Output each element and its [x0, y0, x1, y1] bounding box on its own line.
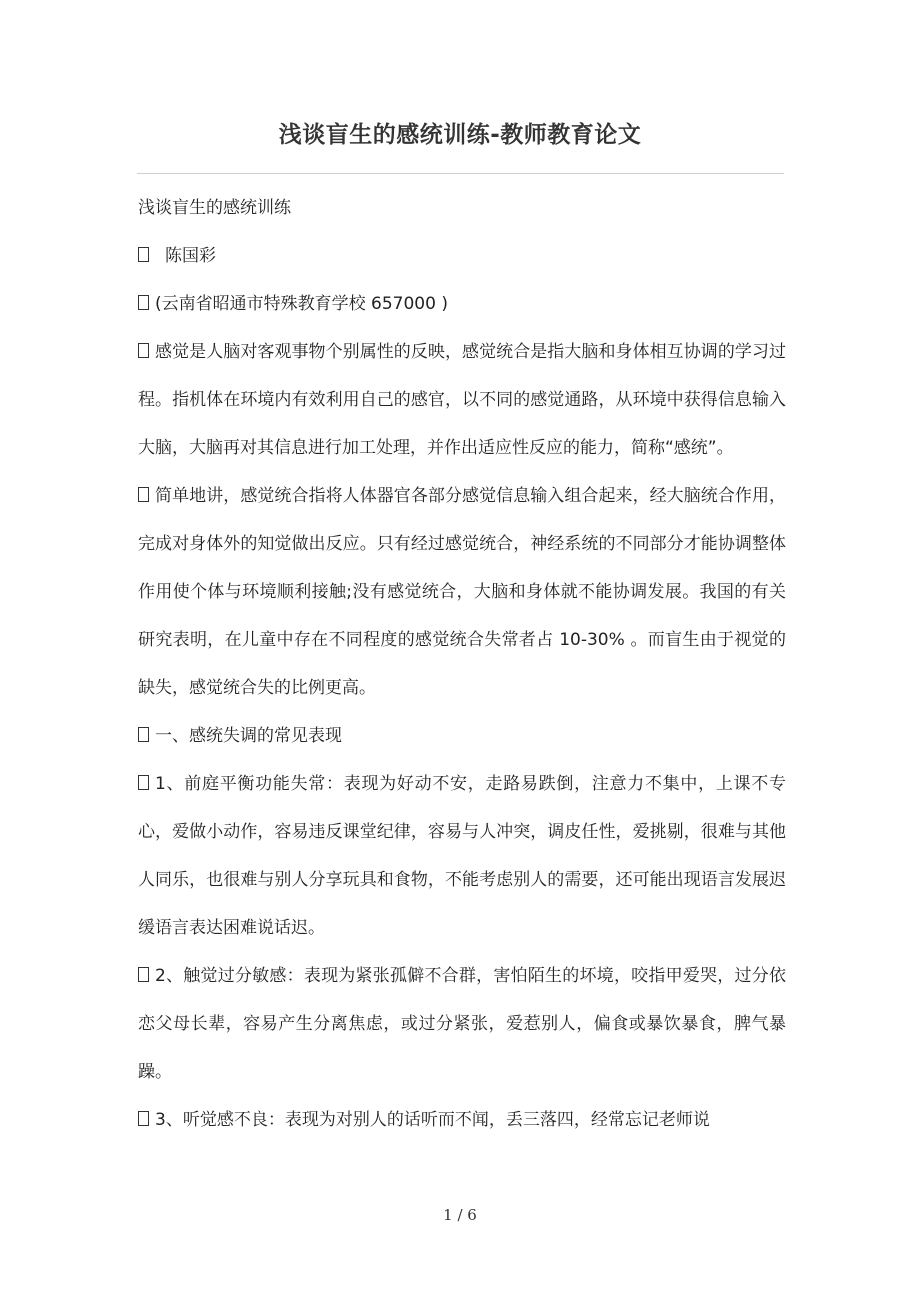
title-divider [137, 173, 784, 174]
list-item-2-text: 2、触觉过分敏感：表现为紧张孤僻不合群，害怕陌生的坏境，咬指甲爱哭，过分依恋父母长辈，容易产生分离焦虑，或过分紧张，爱惹别人，偏食或暴饮暴食，脾气暴躁。 [138, 966, 786, 1082]
missing-glyph-icon [138, 967, 149, 982]
subtitle [138, 184, 786, 232]
section-heading [138, 712, 786, 760]
missing-glyph-icon [138, 727, 149, 742]
missing-glyph-icon [138, 343, 149, 358]
list-item-1 [138, 760, 786, 952]
affiliation: (云南省昭通市特殊教育学校 657000 ) [155, 294, 448, 314]
list-item-3-text: 3、听觉感不良：表现为对别人的话听而不闻，丢三落四，经常忘记老师说 [155, 1110, 710, 1130]
missing-glyph-icon [138, 775, 149, 790]
list-item-1-text: 1、前庭平衡功能失常：表现为好动不安，走路易跌倒，注意力不集中，上课不专心，爱做小动作，容易违反课堂纪律，容易与人冲突，调皮任性，爱挑剔，很难与其他人同乐，也很难与别人分享玩具和食物，不能考虑别人的需要，还可能出现语言发展迟缓语言表达困难说话迟。 [138, 774, 786, 938]
author-line [138, 232, 786, 280]
list-item-2 [138, 952, 786, 1096]
section-heading-text: 一、感统失调的常见表现 [155, 726, 342, 746]
document-title: 浅谈盲生的感统训练-教师教育论文 [278, 122, 642, 148]
list-item-3 [138, 1096, 786, 1144]
missing-glyph-icon [138, 295, 149, 310]
missing-glyph-icon [138, 1111, 149, 1126]
author: 陈国彩 [165, 246, 216, 266]
subtitle-text: 浅谈盲生的感统训练 [138, 198, 291, 218]
paragraph-2-text: 简单地讲，感觉统合指将人体器官各部分感觉信息输入组合起来，经大脑统合作用，完成对身体外的知觉做出反应。只有经过感觉统合，神经系统的不同部分才能协调整体作用使个体与环境顺利接触;没有感觉统合，大脑和身体就不能协调发展。我国的有关研究表明，在儿童中存在不同程度的感觉统合失常者占 10-30% 。而盲生由于视觉的缺失，感觉统合失的比例更高。 [138, 486, 786, 698]
missing-glyph-icon [138, 487, 149, 502]
page-indicator: 1 / 6 [443, 1206, 477, 1224]
affiliation-line [138, 280, 786, 328]
document-body [138, 184, 786, 1144]
paragraph-1 [138, 328, 786, 472]
paragraph-2 [138, 472, 786, 712]
missing-glyph-icon [138, 247, 149, 262]
paragraph-1-text: 感觉是人脑对客观事物个别属性的反映，感觉统合是指大脑和身体相互协调的学习过程。指机体在环境内有效利用自己的感官，以不同的感觉通路，从环境中获得信息输入大脑，大脑再对其信息进行加工处理，并作出适应性反应的能力，简称“感统”。 [138, 342, 786, 458]
